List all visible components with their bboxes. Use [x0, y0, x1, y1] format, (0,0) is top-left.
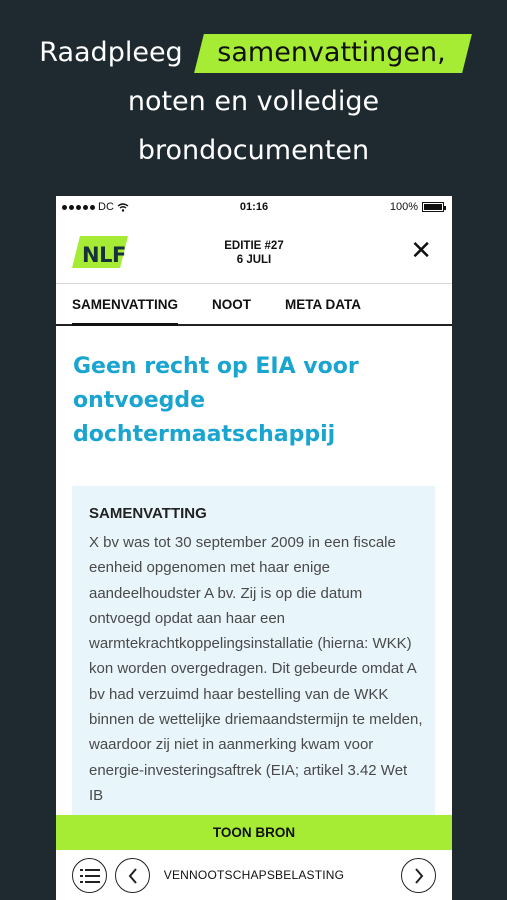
chevron-right-icon[interactable]: [401, 858, 436, 893]
summary-heading: SAMENVATTING: [89, 505, 207, 522]
edition-date: 6 JULI: [236, 254, 272, 266]
tab-meta-data[interactable]: META DATA: [285, 297, 361, 312]
logo-text: NLF: [82, 243, 126, 267]
phone-screen: [56, 196, 452, 900]
headline-prefix: Raadpleeg: [39, 37, 183, 68]
headline-line-2: noten en volledige: [127, 86, 380, 117]
app-bar: [56, 220, 452, 284]
status-bar: [56, 196, 452, 220]
battery-icon: [422, 202, 444, 212]
status-time: 01:16: [239, 201, 269, 213]
article-content[interactable]: [56, 326, 452, 816]
bottom-bar: [56, 850, 452, 900]
edition-number: EDITIE #27: [224, 240, 284, 252]
article-title: Geen recht op EIA voor ontvoegde dochtermaatschappij: [73, 354, 359, 447]
tab-bar: [56, 284, 452, 326]
headline-line-3: brondocumenten: [137, 135, 370, 166]
edition-info: [56, 236, 452, 267]
status-right: [390, 201, 444, 213]
summary-box: [72, 486, 435, 816]
headline-line-1: [0, 28, 507, 77]
topic-label: VENNOOTSCHAPSBELASTING: [163, 868, 345, 882]
battery-percent: 100%: [389, 201, 418, 213]
carrier-label: DC: [98, 201, 114, 213]
headline-highlight: samenvattingen,: [199, 28, 467, 77]
tab-noot[interactable]: NOOT: [212, 297, 251, 312]
summary-text: X bv was tot 30 september 2009 in een fiscale eenheid opgenomen met haar enige aandeelhoudster A bv. Zij is op die datum ontvoegd opdat aan haar een warmtekrachtkoppelingsinstallatie (hierna: WKK) kon worden overgedragen. Dit gebeurde omdat A bv had verzuimd haar bestelling van de WKK binnen de wettelijke driemaandstermijn te melden, waardoor zij niet in aanmerking kwam voor energie-investeringsaftrek (EIA; artikel 3.42 Wet IB: [89, 534, 423, 804]
tab-samenvatting[interactable]: SAMENVATTING: [72, 284, 178, 324]
show-source-button[interactable]: TOON BRON: [56, 815, 452, 850]
close-icon[interactable]: ✕: [410, 236, 432, 266]
promo-headline: [0, 28, 507, 175]
